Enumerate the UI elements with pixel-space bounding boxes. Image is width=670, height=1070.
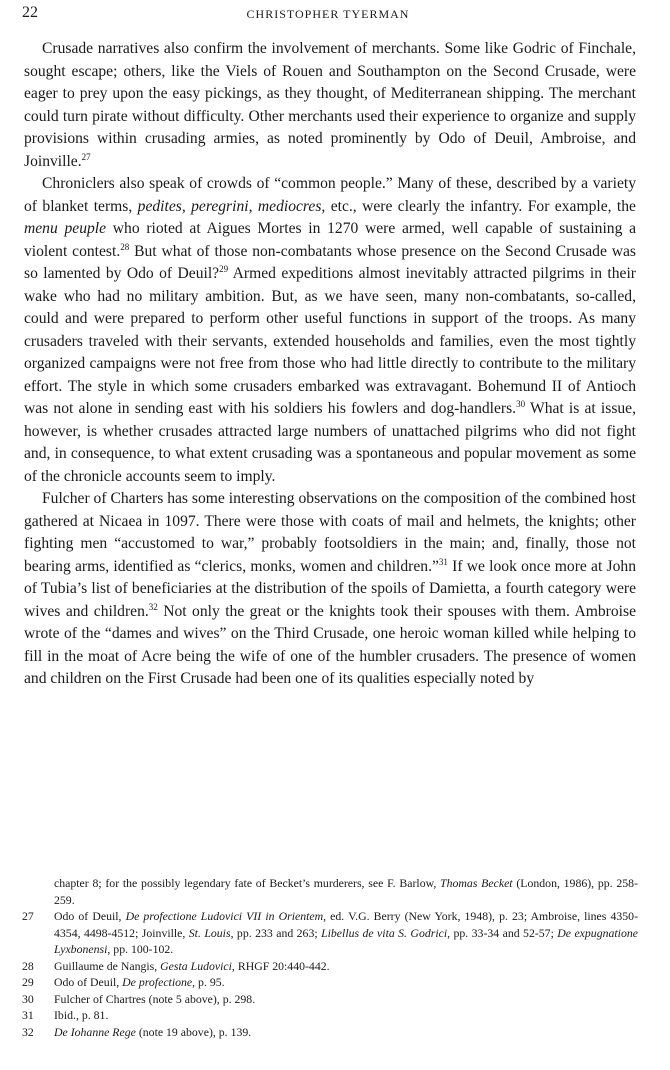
footnote-text: , RHGF 20:440-442.	[231, 958, 330, 973]
footnote-text: Odo of Deuil,	[54, 909, 126, 923]
footnote-27	[22, 908, 638, 958]
footnote-30	[22, 991, 638, 1008]
footnote-title: De Iohanne Rege	[54, 1024, 136, 1039]
footnote-title: Gesta Ludovici	[160, 958, 232, 973]
footnote-text: Ibid., p. 81.	[54, 1008, 109, 1022]
footnote-text: chapter 8; for the possibly legendary fate of Becket’s murderers, see F. Barlow,	[54, 876, 441, 890]
footnote-text: Fulcher of Chartres (note 5 above), p. 298.	[54, 991, 256, 1006]
paragraph-text: who rioted at Aigues Mortes in 1270 were armed, well capable of sustaining a violent contest.	[24, 220, 637, 260]
paragraph	[24, 38, 636, 173]
paragraph	[24, 488, 636, 691]
body-text	[24, 38, 636, 691]
paragraph-text: Armed expeditions almost inevitably attracted pilgrims in their wake who had no military ambition. But, as we have seen, many non-combatants, so-called, could and were prepared to perform other useful functions in support of the troops. As many crusaders traveled with their servants, extended households and families, even the most tightly organized campaigns were not free from those who had little directly to contribute to the military effort. The style in which some crusaders embarked was extravagant. Bohemund II of Antioch was not alone in sending east with his soldiers his fowlers and dog-handlers.	[24, 265, 636, 417]
paragraph-text: etc., were clearly the infantry. For example, the	[325, 197, 636, 215]
footnote-title: De profectione	[122, 975, 193, 989]
footnote-number: 31	[22, 1008, 34, 1022]
footnote-title: Thomas Becket	[440, 876, 513, 890]
footnote-text: , pp. 100-102.	[107, 942, 174, 956]
footnote-text: , pp. 33-34 and 52-57;	[447, 925, 558, 940]
page-number: 22	[22, 4, 38, 21]
footnote-title: De profectione Ludovici VII in Orientem	[125, 909, 324, 923]
footnote-29	[22, 974, 638, 991]
paragraph	[24, 173, 636, 488]
running-head: CHRISTOPHER TYERMAN	[246, 7, 410, 21]
footnote-ref: 29	[219, 263, 229, 274]
footnotes	[22, 875, 638, 1040]
footnote-text: (London, 1986), pp. 258-259.	[54, 876, 638, 907]
footnote-ref: 30	[516, 398, 526, 409]
paragraph-text: Crusade narratives also confirm the involvement of merchants. Some like Godric of Finchale, sought escape; others, like the Viels of Rouen and Southampton on the Second Crusade, were eager to prey upon the easy pickings, as they thought, of Mediterranean shipping. The merchant could turn pirate without difficulty. Other merchants used their experience to organize and supply provisions within crusading armies, as noted prominently by Odo of Deuil, Ambroise, and Joinville.	[24, 40, 636, 170]
footnote-ref: 28	[120, 241, 130, 252]
footnote-number: 28	[22, 958, 34, 973]
footnote-ref: 27	[81, 151, 91, 162]
footnote-number: 30	[22, 991, 34, 1006]
footnote-number: 27	[22, 909, 34, 923]
footnote-number: 32	[22, 1024, 34, 1039]
footnote-text: Guillaume de Nangis,	[54, 958, 161, 973]
footnote-ref: 31	[438, 556, 448, 567]
paragraph-text: Fulcher of Charters has some interesting observations on the composition of the combined host gathered at Nicaea in 1097. There were those with coats of mail and helmets, the knights; other fighting men “accustomed to war,” probably footsoldiers in the main; and, finally, those not bearing arms, identified as “clerics, monks, women and children.”	[24, 490, 636, 575]
footnote-title: St. Louis	[188, 925, 231, 940]
footnote-text: , pp. 233 and 263;	[230, 925, 322, 940]
footnote-continuation	[22, 875, 638, 908]
paragraph-text: But what of those non-combatants whose presence on the Second Crusade was so lamented by Odo of Deuil?	[24, 242, 636, 282]
footnote-ref: 32	[148, 601, 158, 612]
footnote-31	[22, 1007, 638, 1024]
footnote-32	[22, 1024, 638, 1041]
footnote-number: 29	[22, 975, 34, 989]
paragraph-text: If we look once more at John of Tubia’s list of beneficiaries at the distribution of the spoils of Damietta, a fourth category were wives and children.	[24, 557, 636, 620]
footnote-text: Odo of Deuil,	[54, 975, 123, 989]
footnote-text: , ed. V.G. Berry (New York, 1948), p. 23; Ambroise, lines 4350-4354, 4498-4512; Joinville,	[54, 909, 638, 940]
footnote-title: De expugnatione Lyxbonensi	[54, 925, 638, 956]
italic-term: pedites, peregrini, mediocres,	[137, 197, 326, 215]
page-header	[22, 4, 634, 26]
paragraph-text: What is at issue, however, is whether crusades attracted large numbers of unattached pilgrims who did not fight and, in consequence, to what extent crusading was a spontaneous and popular movement as some of the chronicle accounts seem to imply.	[24, 400, 637, 485]
footnote-28	[22, 958, 638, 975]
footnote-text: , p. 95.	[192, 975, 225, 989]
paragraph-text: Not only the great or the knights took their spouses with them. Ambroise wrote of the “dames and wives” on the Third Crusade, one heroic woman killed while helping to fill in the moat of Acre being the wife of one of the humbler crusaders. The presence of women and children on the First Crusade had been one of its qualities especially noted by	[24, 602, 636, 687]
footnote-title: Libellus de vita S. Godrici	[321, 925, 448, 940]
footnote-text: (note 19 above), p. 139.	[135, 1024, 252, 1039]
italic-term: menu peuple	[24, 220, 107, 237]
paragraph-text: Chroniclers also speak of crowds of “common people.” Many of these, described by a variety of blanket terms,	[24, 175, 636, 215]
